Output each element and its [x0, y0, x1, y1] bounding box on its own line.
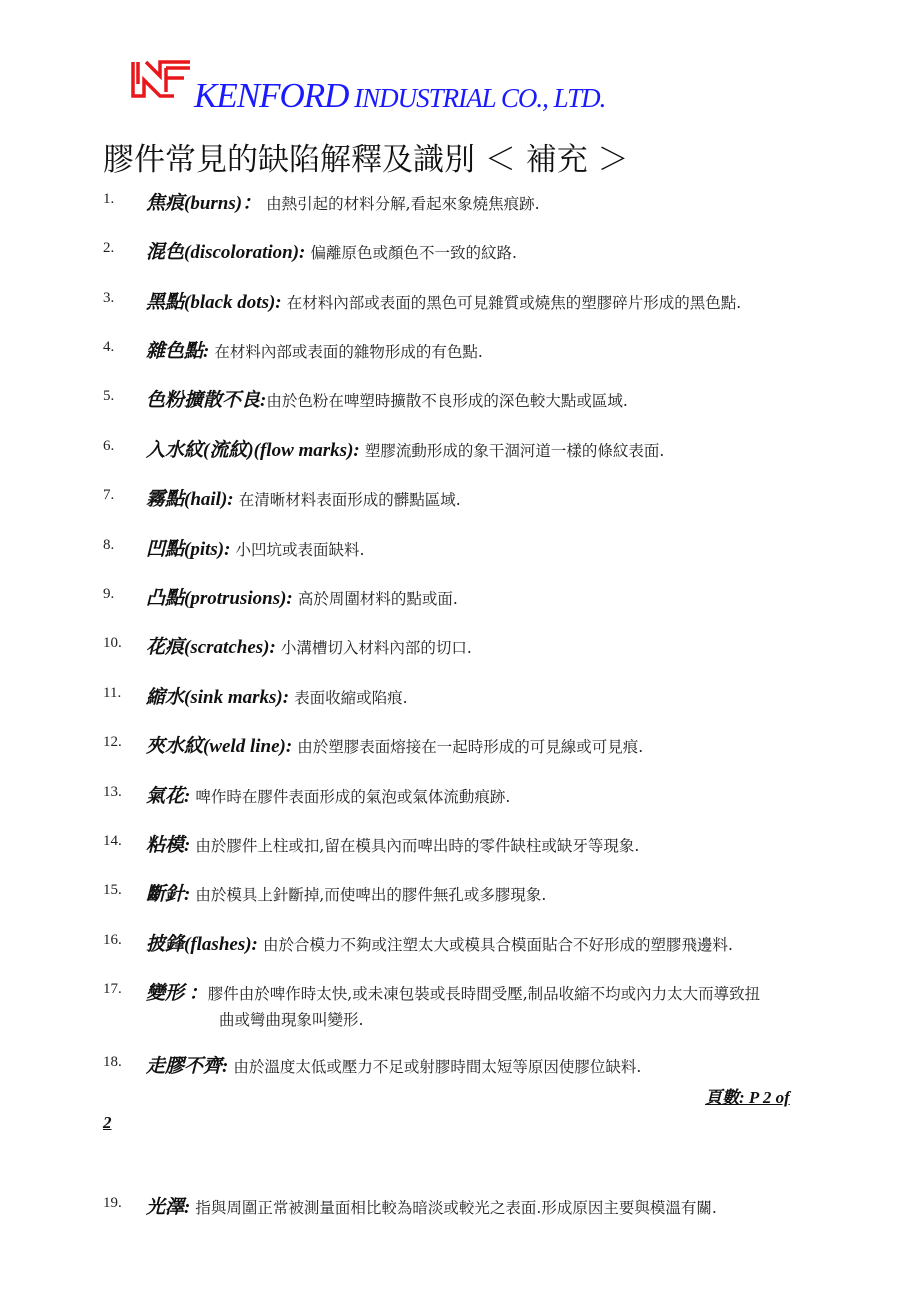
defect-description: 小溝槽切入材料內部的切口. [280, 639, 472, 657]
defect-description: 啤作時在膠件表面形成的氣泡或氣体流動痕跡. [195, 788, 511, 806]
defect-description: 指與周圍正常被測量面相比較為暗淡或較光之表面.形成原因主要與模溫有關. [195, 1199, 717, 1217]
defect-term: 氣花: [146, 786, 191, 807]
defect-description: 由於色粉在啤塑時擴散不良形成的深色較大點或區域. [266, 392, 628, 410]
defect-description: 塑膠流動形成的象干涸河道一樣的條紋表面. [364, 442, 665, 460]
defect-description: 由於塑膠表面熔接在一起時形成的可見線或可見痕. [297, 738, 644, 756]
defect-term: 焦痕(burns)： [146, 193, 262, 214]
defect-description: 由於合模力不夠或注塑太大或模具合模面貼合不好形成的塑膠飛邊料. [262, 936, 733, 954]
defect-term: 夾水紋(weld line): [146, 736, 293, 757]
defect-term: 斷針: [146, 884, 191, 905]
defect-description: 在材料內部或表面的黑色可見雜質或燒焦的塑膠碎片形成的黑色點. [286, 294, 742, 312]
defect-description: 由於膠件上柱或扣,留在模具內而啤出時的零件缺柱或缺牙等現象. [195, 837, 640, 855]
defect-description: 表面收縮或陷痕. [294, 689, 408, 707]
defect-description: 偏離原色或顏色不一致的紋路. [310, 244, 517, 262]
page-number: 頁數: P 2 of [705, 1088, 790, 1107]
defect-term: 混色(discoloration): [146, 242, 306, 263]
defect-term: 披鋒(flashes): [146, 934, 258, 955]
page-title: 膠件常見的缺陷解釋及識別 ＜ 補充 ＞ [103, 142, 629, 178]
defect-term: 凹點(pits): [146, 539, 231, 560]
defect-description: 由於模具上針斷掉,而使啤出的膠件無孔或多膠現象. [195, 886, 547, 904]
defect-description-cont: 曲或彎曲現象叫變形. [219, 1011, 364, 1029]
kenford-logo [130, 58, 192, 102]
defect-term: 黑點(black dots): [146, 292, 282, 313]
defect-description: 由於溫度太低或壓力不足或射膠時間太短等原因使膠位缺料. [233, 1058, 642, 1076]
defect-term: 色粉擴散不良: [146, 390, 267, 411]
defect-description: 高於周圍材料的點或面. [297, 590, 458, 608]
defect-description: 膠件由於啤作時太快,或未凍包裝或長時間受壓,制品收縮不均或內力太大而導致扭 [207, 985, 761, 1003]
defect-description: 由熱引起的材料分解,看起來象燒焦痕跡. [266, 195, 540, 213]
defect-description: 在材料內部或表面的雜物形成的有色點. [214, 343, 483, 361]
defect-term: 粘模: [146, 835, 191, 856]
defect-term: 光澤: [146, 1197, 191, 1218]
defect-term: 變形 ： [146, 983, 208, 1004]
defect-description: 小凹坑或表面缺料. [235, 541, 365, 559]
defect-term: 凸點(protrusions): [146, 588, 293, 609]
company-name: KENFORD INDUSTRIAL CO., LTD. [194, 76, 606, 115]
defect-term: 縮水(sink marks): [146, 687, 290, 708]
defect-description: 在清晰材料表面形成的髒點區域. [238, 491, 461, 509]
defect-term: 花痕(scratches): [146, 637, 276, 658]
page-number-total: 2 [103, 1113, 112, 1132]
defect-term: 雜色點: [146, 341, 210, 362]
defect-term: 走膠不齊: [146, 1056, 229, 1077]
defect-term: 霧點(hail): [146, 489, 234, 510]
defect-term: 入水紋(流紋)(flow marks): [146, 440, 360, 461]
